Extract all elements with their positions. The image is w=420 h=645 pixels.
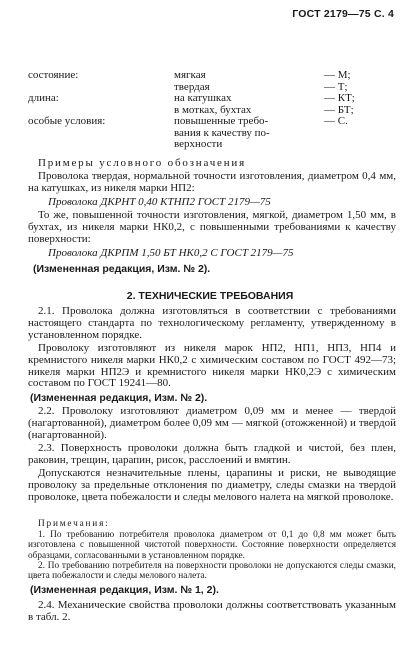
condition-value: повышенные требо- bbox=[174, 115, 269, 127]
clause-2-4: 2.4. Механические свойства проволоки должны соответствовать указанным в табл. 2. bbox=[28, 599, 396, 623]
conditions-table bbox=[28, 70, 398, 151]
clause-2-3: 2.3. Поверхность проволоки должна быть гладкой и чистой, без плен, раковин, трещин, царапин, рисок, расслоений и вмятин. bbox=[28, 442, 396, 466]
clause-2-1: 2.1. Проволока должна изготовляться в соответствии с требованиями настоящего стандарта по технологическому регламенту, утвержденному в установленном порядке. bbox=[28, 305, 396, 341]
examples-heading: Примеры условного обозначения bbox=[38, 157, 246, 169]
page-header: ГОСТ 2179—75 С. 4 bbox=[292, 8, 394, 20]
clause-2-1-materials: Проволоку изготовляют из никеля марок НП2, НП1, НП3, НП4 и кремнистого никеля марки НК0,2 с химическим составом по ГОСТ 492—73; никеля марки НП2Э и кремнистого никеля марки НК0,2Э с химическим составом по ГОСТ 19241—80. bbox=[28, 342, 396, 390]
condition-code: — Т; bbox=[324, 80, 348, 93]
condition-value: в мотках, бухтах bbox=[174, 103, 252, 116]
notes-title: Примечания: bbox=[38, 519, 110, 529]
condition-row bbox=[28, 116, 398, 128]
condition-code: — БТ; bbox=[324, 103, 354, 116]
condition-code: — КТ; bbox=[324, 92, 355, 104]
condition-row bbox=[28, 70, 398, 82]
condition-value: вания к качеству по- bbox=[174, 126, 270, 139]
note-2: 2. По требованию потребителя на поверхности проволоки не допускаются следы смазки, цвета побежалости и следы мелового налета. bbox=[28, 561, 396, 582]
condition-code: — С. bbox=[324, 115, 348, 127]
condition-value: мягкая bbox=[174, 69, 206, 81]
example-2-text: То же, повышенной точности изготовления, мягкой, диаметром 1,50 мм, в бухтах, из никеля марки НК0,2, с повышенными требованиями к качеству поверхности: bbox=[28, 209, 396, 245]
note-1: 1. По требованию потребителя проволока диаметром от 0,1 до 0,8 мм может быть изготовлена с повышенной чистотой поверхности. Состояние поверхности определяется образцами, согласованными в установленном порядке. bbox=[28, 530, 396, 561]
edit-note-examples: (Измененная редакция, Изм. № 2). bbox=[33, 263, 211, 275]
condition-key: состояние: bbox=[28, 69, 79, 81]
example-1-text: Проволока твердая, нормальной точности изготовления, диаметром 0,4 мм, на катушках, из никеля марки НП2: bbox=[28, 170, 396, 194]
condition-row bbox=[28, 139, 398, 151]
section-2-title: 2. ТЕХНИЧЕСКИЕ ТРЕБОВАНИЯ bbox=[126, 290, 294, 302]
condition-value: верхности bbox=[174, 138, 223, 150]
condition-key: длина: bbox=[28, 92, 59, 104]
clause-2-3-allowed: Допускаются незначительные плены, царапины и риски, не выводящие проволоку за предельные отклонения по диаметру, следы смазки на твердой проволоке, цвета побежалости и следы мелового налета на мягкой проволоке. bbox=[28, 467, 396, 503]
example-2-designation: Проволока ДКРПМ 1,50 БТ НК0,2 С ГОСТ 2179—75 bbox=[48, 247, 294, 259]
condition-row bbox=[28, 93, 398, 105]
condition-value: твердая bbox=[174, 80, 210, 93]
condition-key: особые условия: bbox=[28, 115, 106, 127]
edit-note-2-1: (Измененная редакция, Изм. № 2). bbox=[30, 392, 208, 404]
example-1-designation: Проволока ДКРНТ 0,40 КТНП2 ГОСТ 2179—75 bbox=[48, 196, 271, 208]
edit-note-2-3: (Измененная редакция, Изм. № 1, 2). bbox=[30, 584, 219, 596]
clause-2-2: 2.2. Проволоку изготовляют диаметром 0,09 мм и менее — твердой (нагартованной), диаметром более 0,09 мм — мягкой (отожженной) и твердой (нагартованной). bbox=[28, 405, 396, 441]
condition-code: — М; bbox=[324, 69, 351, 81]
condition-value: на катушках bbox=[174, 92, 232, 104]
